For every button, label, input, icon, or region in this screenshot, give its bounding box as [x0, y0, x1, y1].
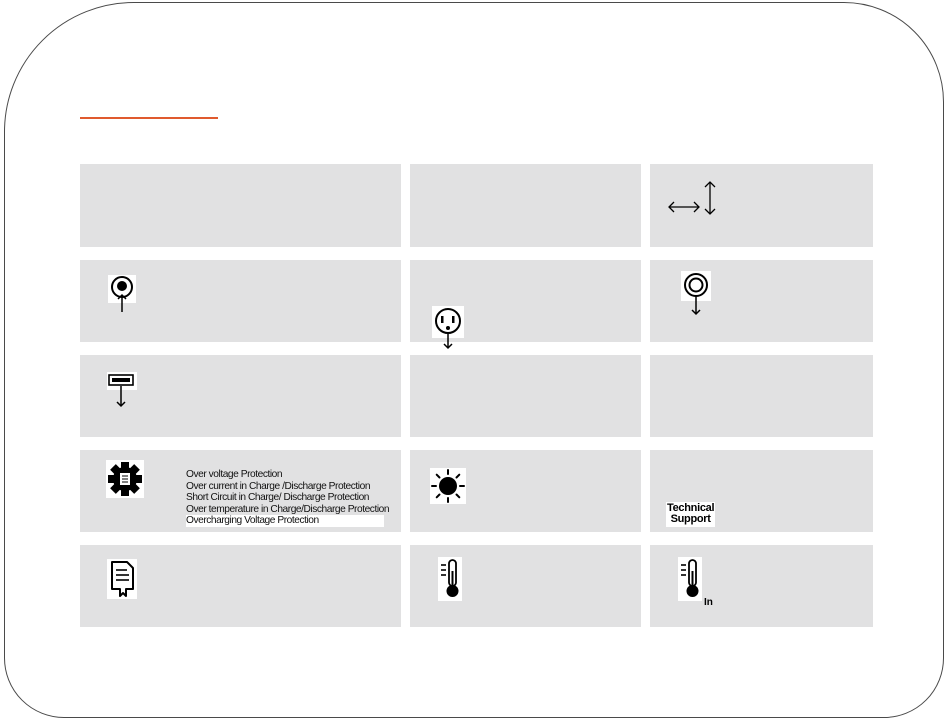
- protection-item: Short Circuit in Charge/ Discharge Protection: [186, 492, 370, 504]
- spec-cell-r4c2: [410, 450, 641, 532]
- certificate-icon: [107, 559, 137, 599]
- spec-cell-r1c2: [410, 164, 641, 247]
- title-underline: [80, 117, 218, 119]
- spec-cell-r2c2: [410, 260, 641, 342]
- spec-cell-r5c1: [80, 545, 401, 627]
- input-port-icon: [107, 274, 137, 314]
- thermometer-in-label: In: [704, 597, 713, 608]
- spec-cell-r1c1: [80, 164, 401, 247]
- protection-item: Over temperature in Charge/Discharge Protection: [186, 503, 390, 515]
- technical-support-line2: Support: [670, 513, 711, 525]
- thermometer-icon: [438, 557, 462, 601]
- protection-item: Over voltage Protection: [186, 469, 283, 480]
- usb-output-icon: [107, 372, 137, 408]
- sun-icon: [430, 468, 466, 504]
- gear-chip-icon: [106, 460, 144, 498]
- spec-cell-r2c3: [650, 260, 873, 342]
- protection-item: Over current in Charge /Discharge Protection: [186, 480, 371, 492]
- protection-item: Overcharging Voltage Protection: [186, 515, 384, 527]
- dimensions-icon: [666, 180, 722, 216]
- technical-support-line1: Technical: [667, 502, 715, 514]
- spec-cell-r3c3: [650, 355, 873, 437]
- spec-cell-r5c3: [650, 545, 873, 627]
- spec-cell-r3c1: [80, 355, 401, 437]
- protection-feature-list: [186, 469, 390, 527]
- thermometer-in-icon: [678, 557, 702, 601]
- ac-outlet-icon: [432, 306, 464, 350]
- spec-cell-r5c2: [410, 545, 641, 627]
- technical-support-label: [666, 502, 715, 527]
- spec-cell-r3c2: [410, 355, 641, 437]
- output-port-icon: [680, 270, 712, 316]
- spec-cell-r2c1: [80, 260, 401, 342]
- spec-cell-r1c3: [650, 164, 873, 247]
